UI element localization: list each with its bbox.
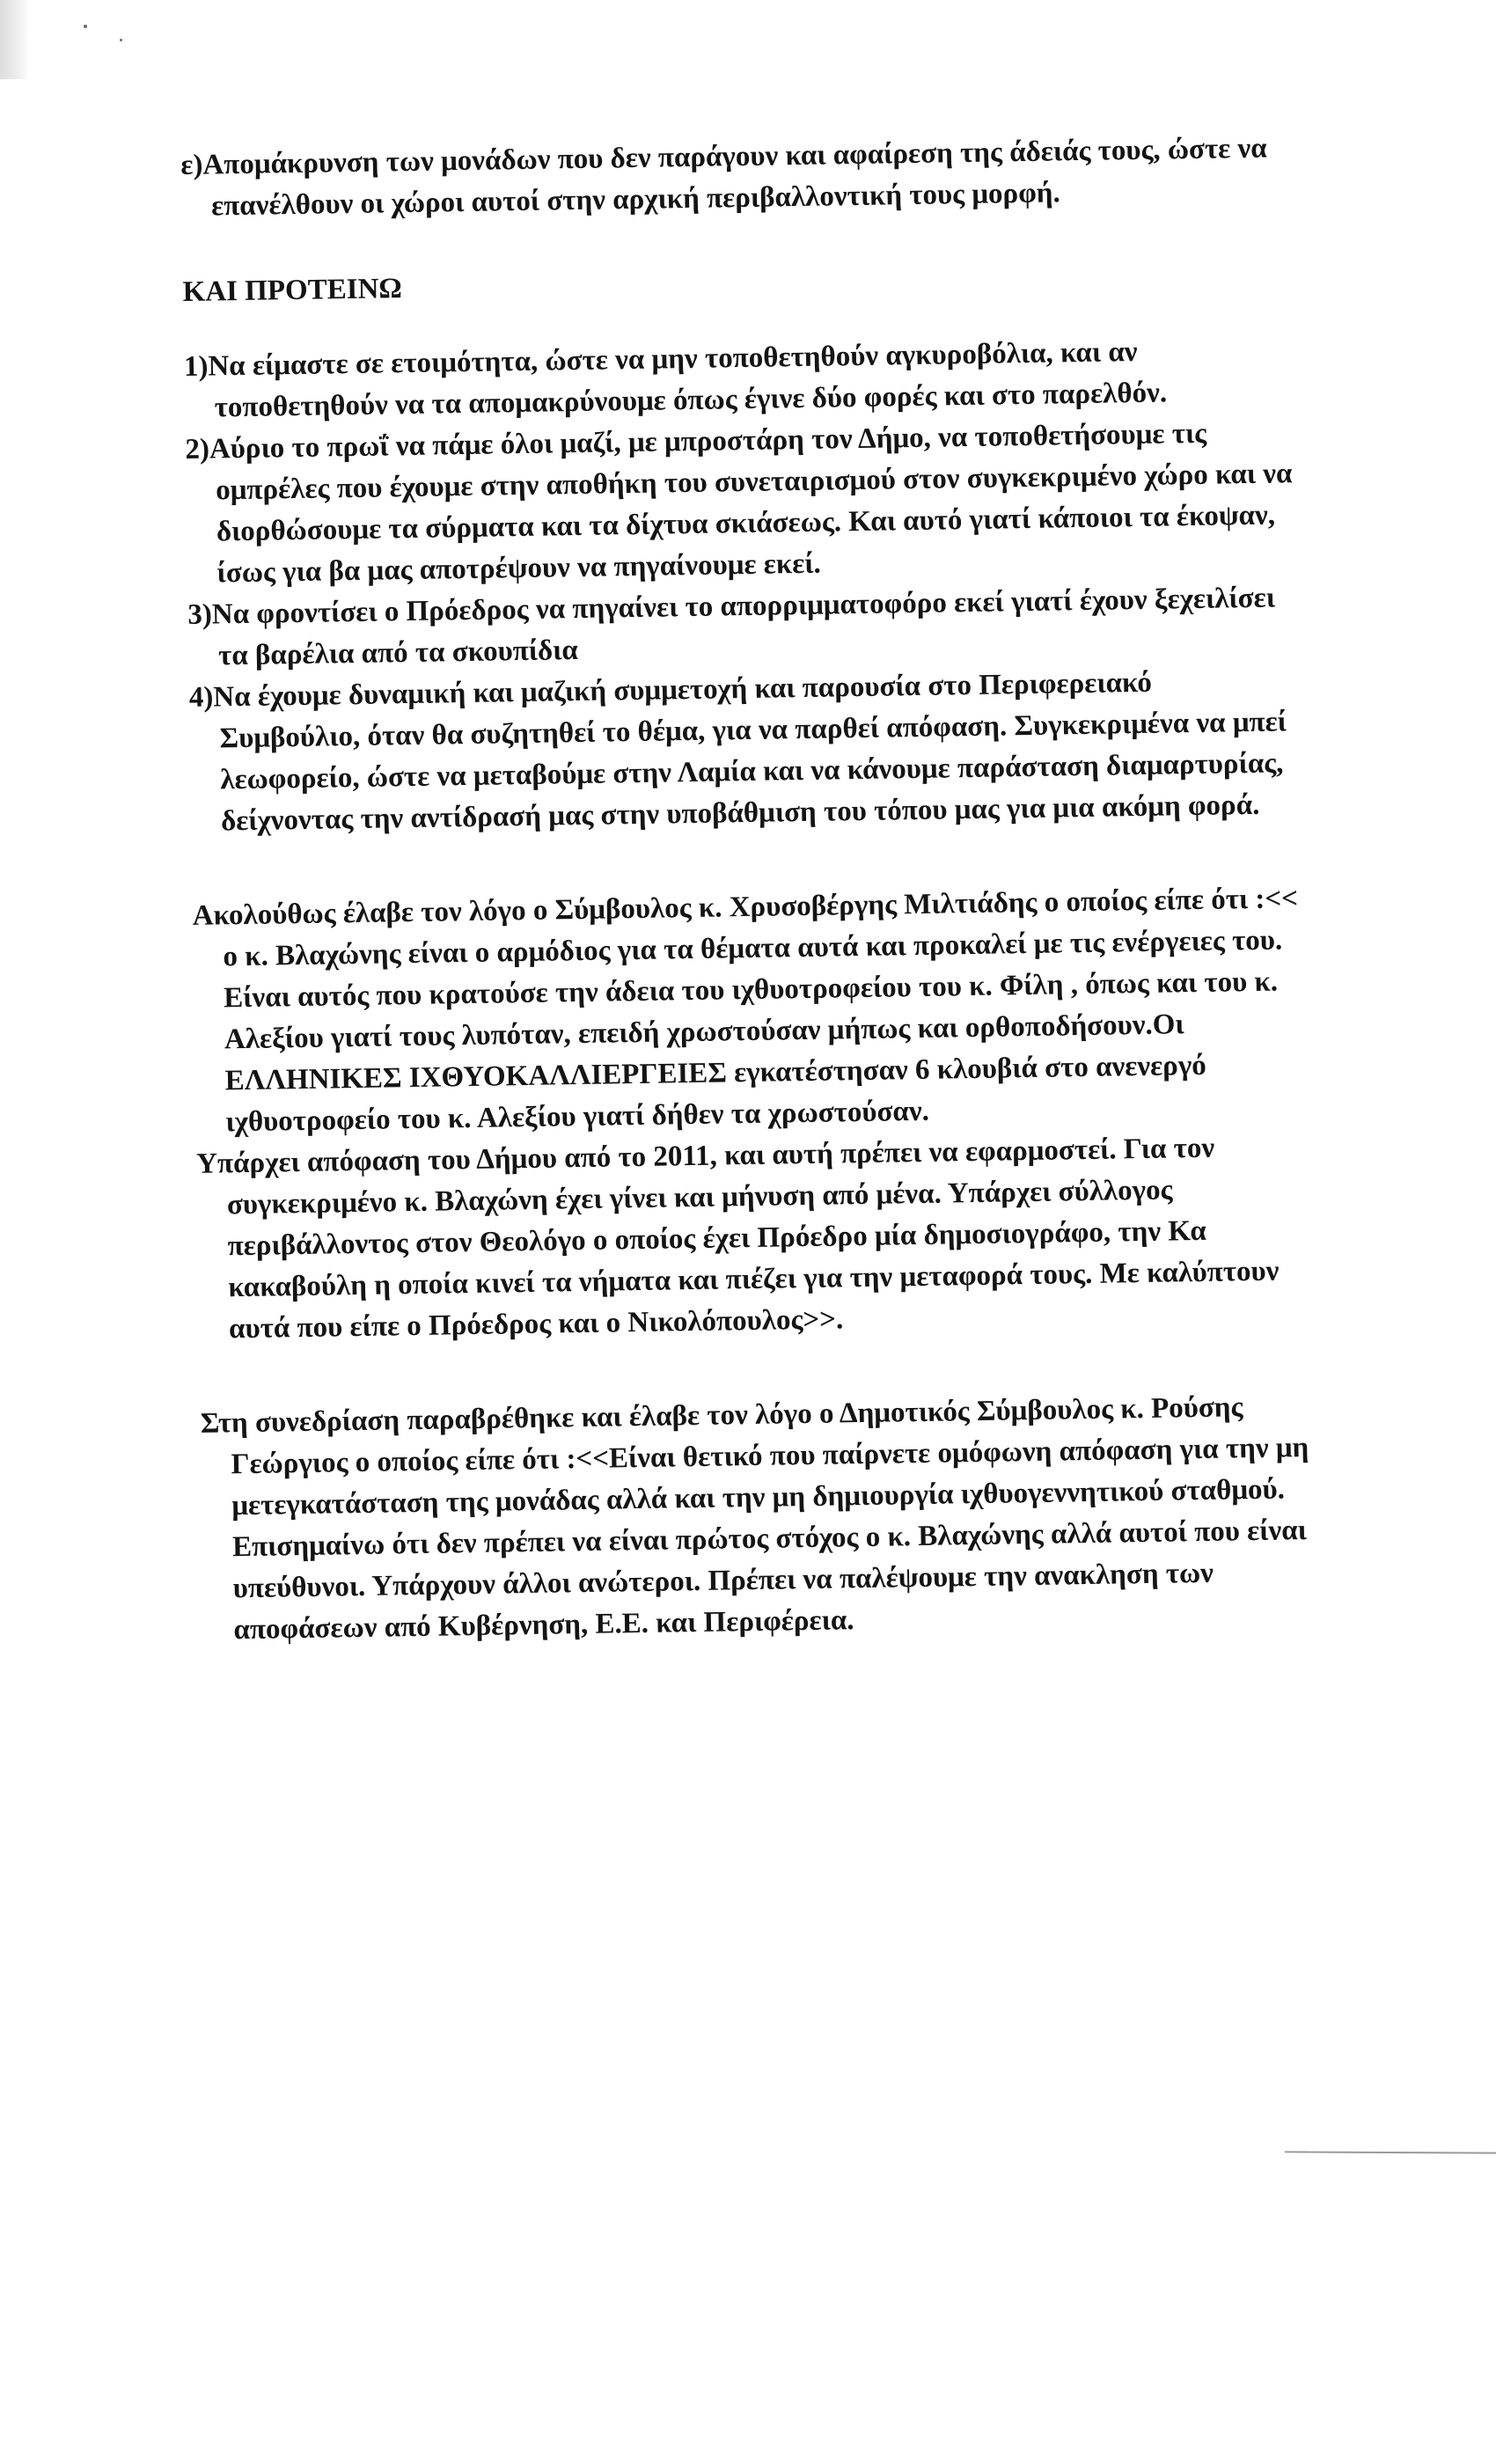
proposal-2: 2)Αύριο το πρωΐ να πάμε όλοι μαζί, με μπροστάρη τον Δήμο, να τοποθετήσουμε τις ομπρέλες που έχουμε στην αποθήκη του συνεταιρισμού στον συγκεκριμένο χώρο και να διορθώσουμε τα σύρματα και τα δίχτυα σκιάσεως. Και αυτό γιατί κάποιοι τα έκοψαν, ίσως για βα μας αποτρέψουν να πηγαίνουμε εκεί.	[185, 417, 1293, 590]
scan-edge-shadow	[0, 0, 30, 79]
heading-kai-proteino: ΚΑΙ ΠΡΟΤΕΙΝΩ	[182, 273, 403, 308]
paragraph-chrysovergis-speech: Ακολούθως έλαβε τον λόγο ο Σύμβουλος κ. Χρυσοβέργης Μιλτιάδης ο οποίος είπε ότι :<< ο κ. Βλαχώνης είναι ο αρμόδιος για τα θέματα αυτά και προκαλεί με τις ενέργειες του. Είναι αυτός που κρατούσε την άδεια του ιχθυοτροφείου του κ. Φίλη , όπως και του κ. Αλεξίου γιατί τους λυπόταν, επειδή χρωστούσαν μήπως και ορθοποδήσουν.Οι ΕΛΛΗΝΙΚΕΣ ΙΧΘΥΟΚΑΛΛΙΕΡΓΕΙΕΣ εγκατέστησαν 6 κλουβιά στο ανενεργό ιχθυοτροφείο του κ. Αλεξίου γιατί δήθεν τα χρωστούσαν.	[192, 883, 1299, 1139]
paragraph-chrysovergis-speech-cont: Υπάρχει απόφαση του Δήμου από το 2011, και αυτή πρέπει να εφαρμοστεί. Για τον συγκεκριμένο κ. Βλαχώνη έχει γίνει και μήνυση από μένα. Υπάρχει σύλλογος περιβάλλοντος στον Θεολόγο ο οποίος έχει Πρόεδρο μία δημοσιογράφο, την Κα κακαβούλη η οποία κινεί τα νήματα και πιέζει για την μεταφορά τους. Με καλύπτουν αυτά που είπε ο Πρόεδρος και ο Νικολόπουλος>>.	[195, 1132, 1280, 1346]
proposal-1: 1)Να είμαστε σε ετοιμότητα, ώστε να μην τοποθετηθούν αγκυροβόλια, και αν τοποθετηθούν να τα απομακρύνουμε όπως έγινε δύο φορές και στο παρελθόν.	[183, 335, 1168, 424]
paragraph-item-e: ε)Απομάκρυνση των μονάδων που δεν παράγουν και αφαίρεση της άδειάς τους, ώστε να επανέλθουν οι χώροι αυτοί στην αρχική περιβαλλοντική τους μορφή.	[180, 132, 1267, 223]
scan-edge-line	[1285, 2151, 1496, 2153]
proposal-3: 3)Να φροντίσει ο Πρόεδρος να πηγαίνει το απορριμματοφόρο εκεί γιατί έχουν ξεχειλίσει τα βαρέλια από τα σκουπίδια	[187, 582, 1276, 672]
proposal-4: 4)Να έχουμε δυναμική και μαζική συμμετοχή και παρουσία στο Περιφερειακό Συμβούλιο, όταν θα συζητηθεί το θέμα, για να παρθεί απόφαση. Συγκεκριμένα να μπεί λεωφορείο, ώστε να μεταβούμε στην Λαμία και να κάνουμε παράσταση διαμαρτυρίας, δείχνοντας την αντίδρασή μας στην υποβάθμιση του τόπου μας για μια ακόμη φορά.	[188, 666, 1287, 838]
scan-speck	[120, 39, 122, 41]
scan-speck	[84, 25, 87, 28]
document-body	[180, 128, 1313, 1652]
paragraph-rousis-speech: Στη συνεδρίαση παραβρέθηκε και έλαβε τον λόγο ο Δημοτικός Σύμβουλος κ. Ρούσης Γεώργιος ο οποίος είπε ότι :<<Είναι θετικό που παίρνετε ομόφωνη απόφαση για την μη μετεγκατάσταση της μονάδας αλλά και την μη δημιουργία ιχθυογεννητικού σταθμού. Επισημαίνω ότι δεν πρέπει να είναι πρώτος στόχος ο κ. Βλαχώνης αλλά αυτοί που είναι υπεύθυνοι. Υπάρχουν άλλοι ανώτεροι. Πρέπει να παλέψουμε την ανακληση των αποφάσεων από Κυβέρνηση, Ε.Ε. και Περιφέρεια.	[200, 1391, 1309, 1646]
